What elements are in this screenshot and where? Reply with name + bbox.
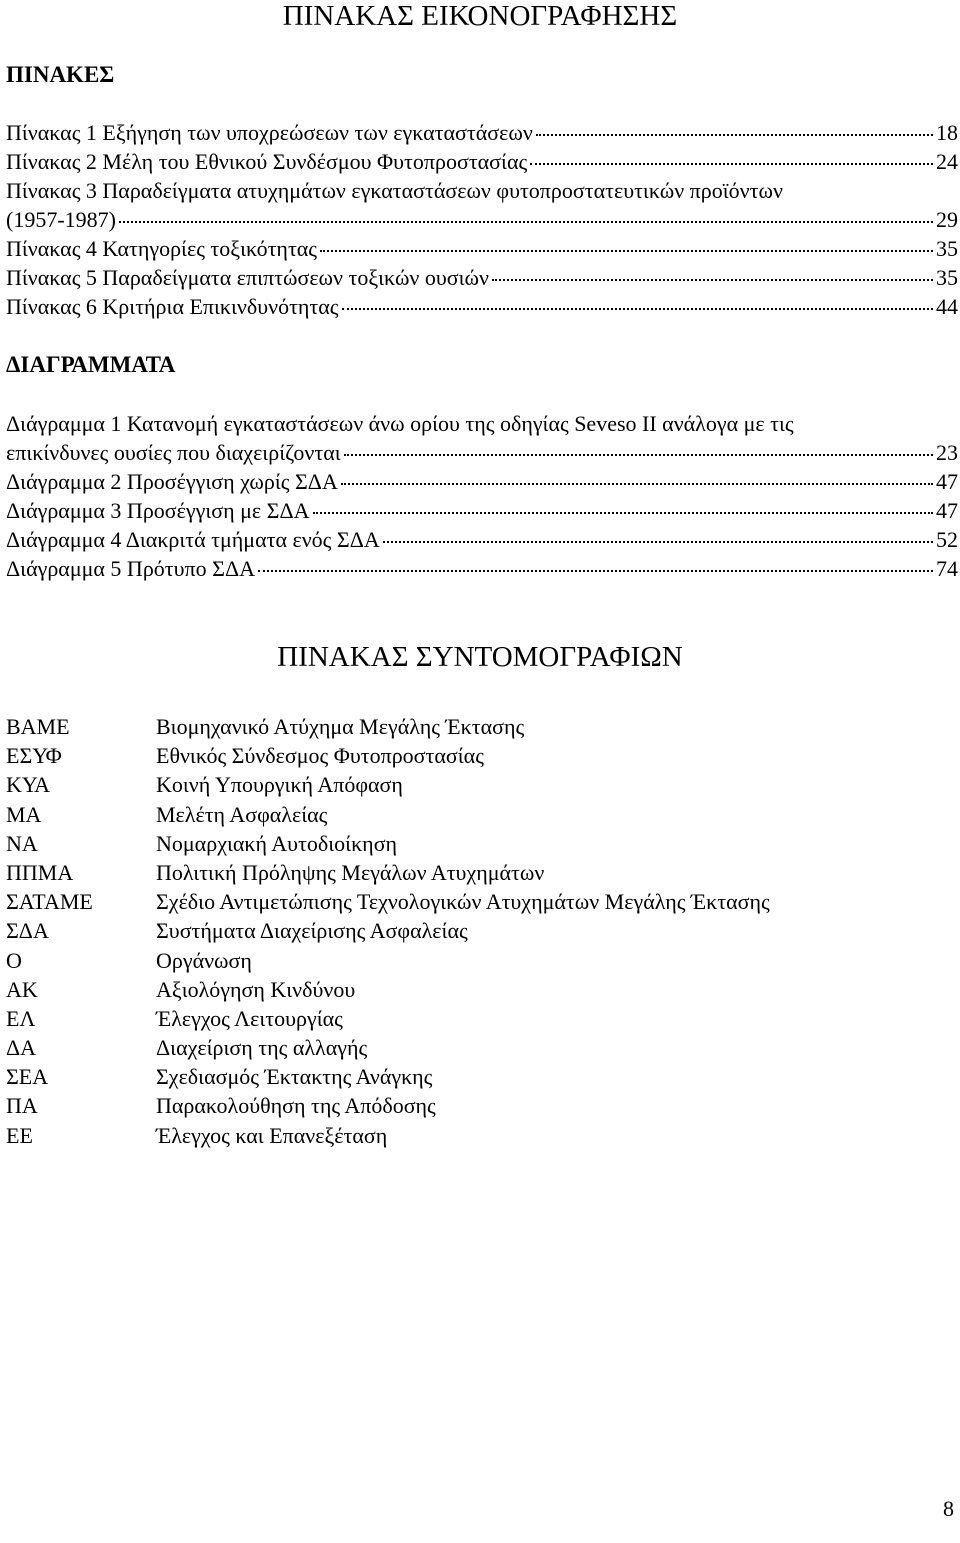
tables-heading: ΠΙΝΑΚΕΣ bbox=[6, 62, 115, 87]
list-item[interactable]: Διάγραμμα 5 Πρότυπο ΣΔΑ 74 bbox=[6, 556, 958, 581]
table-row: ΒΑΜΕ Βιομηχανικό Ατύχημα Μεγάλης Έκτασης bbox=[6, 714, 525, 739]
table-row: ΔΑ Διαχείριση της αλλαγής bbox=[6, 1035, 368, 1061]
table-row: ΣΕΑ Σχεδιασμός Έκτακτης Ανάγκης bbox=[6, 1064, 433, 1090]
table-row: ΣΑΤΑΜΕ Σχέδιο Αντιμετώπισης Τεχνολογικών Ατυχημάτων Μεγάλης Έκτασης bbox=[6, 889, 770, 915]
table-row: Ο Οργάνωση bbox=[6, 947, 252, 973]
table-row: ΜΑ Μελέτη Ασφαλείας bbox=[6, 801, 328, 827]
tables-list bbox=[6, 118, 958, 321]
list-item[interactable]: Διάγραμμα 4 Διακριτά τμήματα ενός ΣΔΑ 52 bbox=[6, 527, 958, 552]
table-row: ΕΕ Έλεγχος και Επανεξέταση bbox=[6, 1122, 388, 1148]
table-row: ΕΣΥΦ Εθνικός Σύνδεσμος Φυτοπροστασίας bbox=[6, 743, 484, 769]
table-row: ΠΑ Παρακολούθηση της Απόδοσης bbox=[6, 1093, 436, 1119]
abbreviations-title: ΠΙΝΑΚΑΣ ΣΥΝΤΟΜΟΓΡΑΦΙΩΝ bbox=[277, 641, 683, 673]
list-item-wrapped[interactable]: Διάγραμμα 1 Κατανομή εγκαταστάσεων άνω ορίου της οδηγίας Seveso II ανάλογα με τις bbox=[6, 411, 794, 436]
table-row: ΣΔΑ Συστήματα Διαχείρισης Ασφαλείας bbox=[6, 918, 468, 944]
list-item[interactable]: (1957-1987) 29 bbox=[6, 207, 958, 232]
table-row: ΑΚ Αξιολόγηση Κινδύνου bbox=[6, 976, 356, 1002]
abbreviations-table bbox=[6, 712, 946, 1150]
list-item[interactable]: Διάγραμμα 2 Προσέγγιση χωρίς ΣΔΑ 47 bbox=[6, 469, 958, 494]
list-item[interactable]: Πίνακας 5 Παραδείγματα επιπτώσεων τοξικών ουσιών 35 bbox=[6, 265, 958, 290]
list-item[interactable]: επικίνδυνες ουσίες που διαχειρίζονται 23 bbox=[6, 440, 958, 465]
list-item[interactable]: Πίνακας 1 Εξήγηση των υποχρεώσεων των εγκαταστάσεων 18 bbox=[6, 120, 958, 145]
page-title: ΠΙΝΑΚΑΣ ΕΙΚΟΝΟΓΡΑΦΗΣΗΣ bbox=[282, 0, 678, 32]
list-item[interactable]: Πίνακας 6 Κριτήρια Επικινδυνότητας 44 bbox=[6, 294, 958, 319]
diagrams-heading: ΔΙΑΓΡΑΜΜΑΤΑ bbox=[6, 352, 176, 377]
diagrams-list bbox=[6, 409, 958, 583]
list-item[interactable]: Διάγραμμα 3 Προσέγγιση με ΣΔΑ 47 bbox=[6, 498, 958, 523]
table-row: ΕΛ Έλεγχος Λειτουργίας bbox=[6, 1005, 343, 1031]
table-row: ΠΠΜΑ Πολιτική Πρόληψης Μεγάλων Ατυχημάτων bbox=[6, 859, 545, 885]
list-item[interactable]: Πίνακας 4 Κατηγορίες τοξικότητας 35 bbox=[6, 236, 958, 261]
list-item-wrapped[interactable]: Πίνακας 3 Παραδείγματα ατυχημάτων εγκαταστάσεων φυτοπροστατευτικών προϊόντων bbox=[6, 178, 783, 203]
table-row: ΝΑ Νομαρχιακή Αυτοδιοίκηση bbox=[6, 830, 398, 856]
list-item[interactable]: Πίνακας 2 Μέλη του Εθνικού Συνδέσμου Φυτοπροστασίας 24 bbox=[6, 149, 958, 174]
page-number: 8 bbox=[943, 1496, 954, 1521]
table-row: ΚΥΑ Κοινή Υπουργική Απόφαση bbox=[6, 772, 403, 798]
